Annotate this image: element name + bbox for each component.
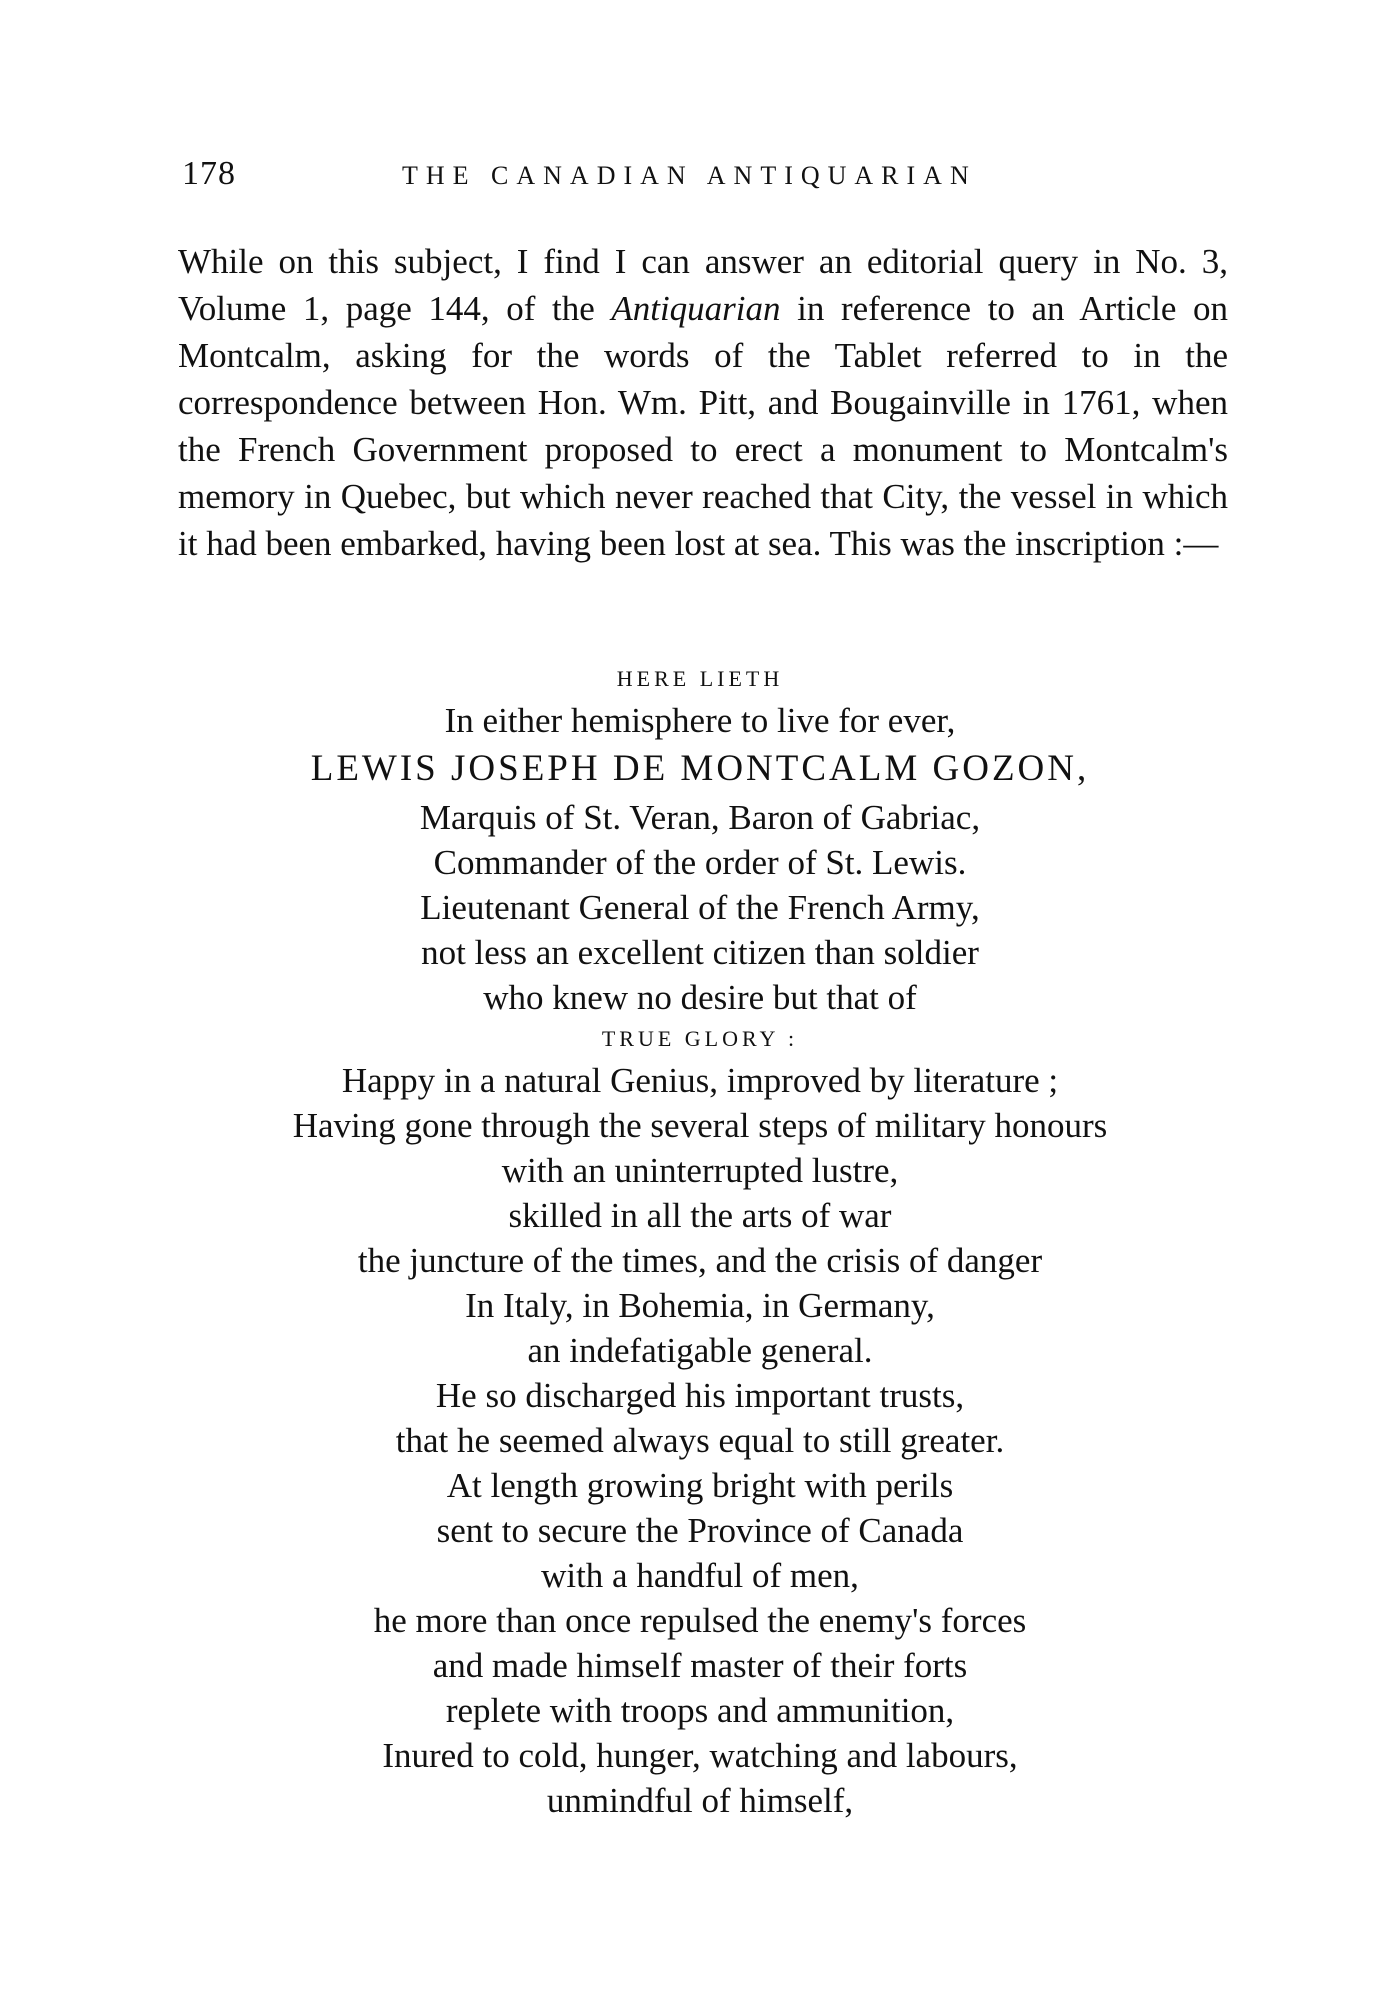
page-number: 178	[182, 155, 236, 192]
inscription-true-glory: TRUE GLORY :	[601, 1026, 799, 1051]
inscription-line: In Italy, in Bohemia, in Germany,	[465, 1286, 935, 1325]
inscription-line: He so discharged his important trusts,	[435, 1376, 965, 1415]
inscription-line: sent to secure the Province of Canada	[436, 1511, 964, 1550]
inscription-line: and made himself master of their forts	[432, 1646, 968, 1685]
inscription-line: Commander of the order of St. Lewis.	[433, 843, 967, 882]
inscription-line: with a handful of men,	[541, 1556, 859, 1595]
inscription-line: unmindful of himself,	[546, 1781, 854, 1820]
inscription-line: replete with troops and ammunition,	[445, 1691, 955, 1730]
inscription-line: At length growing bright with perils	[446, 1466, 954, 1505]
inscription-line: Happy in a natural Genius, improved by literature ;	[341, 1061, 1059, 1100]
inscription-line: not less an excellent citizen than soldier	[421, 933, 979, 972]
inscription-line: that he seemed always equal to still greater.	[395, 1421, 1005, 1460]
paragraph-text-2: in reference to an Article on Montcalm, asking for the words of the Tablet referred to in the correspondence between Hon. Wm. Pitt, and Bougainville in 1761, when the French Government proposed to erect a monument to Montcalm's memory in Quebec, but which never reached that City, the vessel in which it had been embarked, having been lost at sea. This was the inscription :—	[178, 289, 1228, 563]
inscription-line: Having gone through the several steps of military honours	[292, 1106, 1108, 1145]
inscription-line: skilled in all the arts of war	[508, 1196, 892, 1235]
journal-title: Antiquarian	[611, 289, 781, 328]
page-header	[182, 155, 1232, 215]
running-head: THE CANADIAN ANTIQUARIAN	[402, 161, 977, 190]
inscription-line: who knew no desire but that of	[483, 978, 917, 1017]
inscription-line: an indefatigable general.	[527, 1331, 873, 1370]
inscription-line: Inured to cold, hunger, watching and labours,	[382, 1736, 1018, 1775]
inscription-line: with an uninterrupted lustre,	[501, 1151, 899, 1190]
inscription-line: In either hemisphere to live for ever,	[444, 701, 956, 740]
inscription-name: LEWIS JOSEPH DE MONTCALM GOZON,	[310, 748, 1090, 789]
inscription-line: he more than once repulsed the enemy's forces	[373, 1601, 1027, 1640]
inscription-line: Lieutenant General of the French Army,	[420, 888, 980, 927]
inscription-line: the juncture of the times, and the crisis of danger	[357, 1241, 1043, 1280]
paragraph-text-1: While on this subject, I find I can answer an editorial query in No. 3, Volume 1, page 144, of the	[178, 242, 1228, 328]
body-paragraph	[178, 238, 1228, 567]
inscription	[150, 660, 1250, 1823]
inscription-heading: HERE LIETH	[616, 666, 784, 691]
inscription-line: Marquis of St. Veran, Baron of Gabriac,	[419, 798, 981, 837]
